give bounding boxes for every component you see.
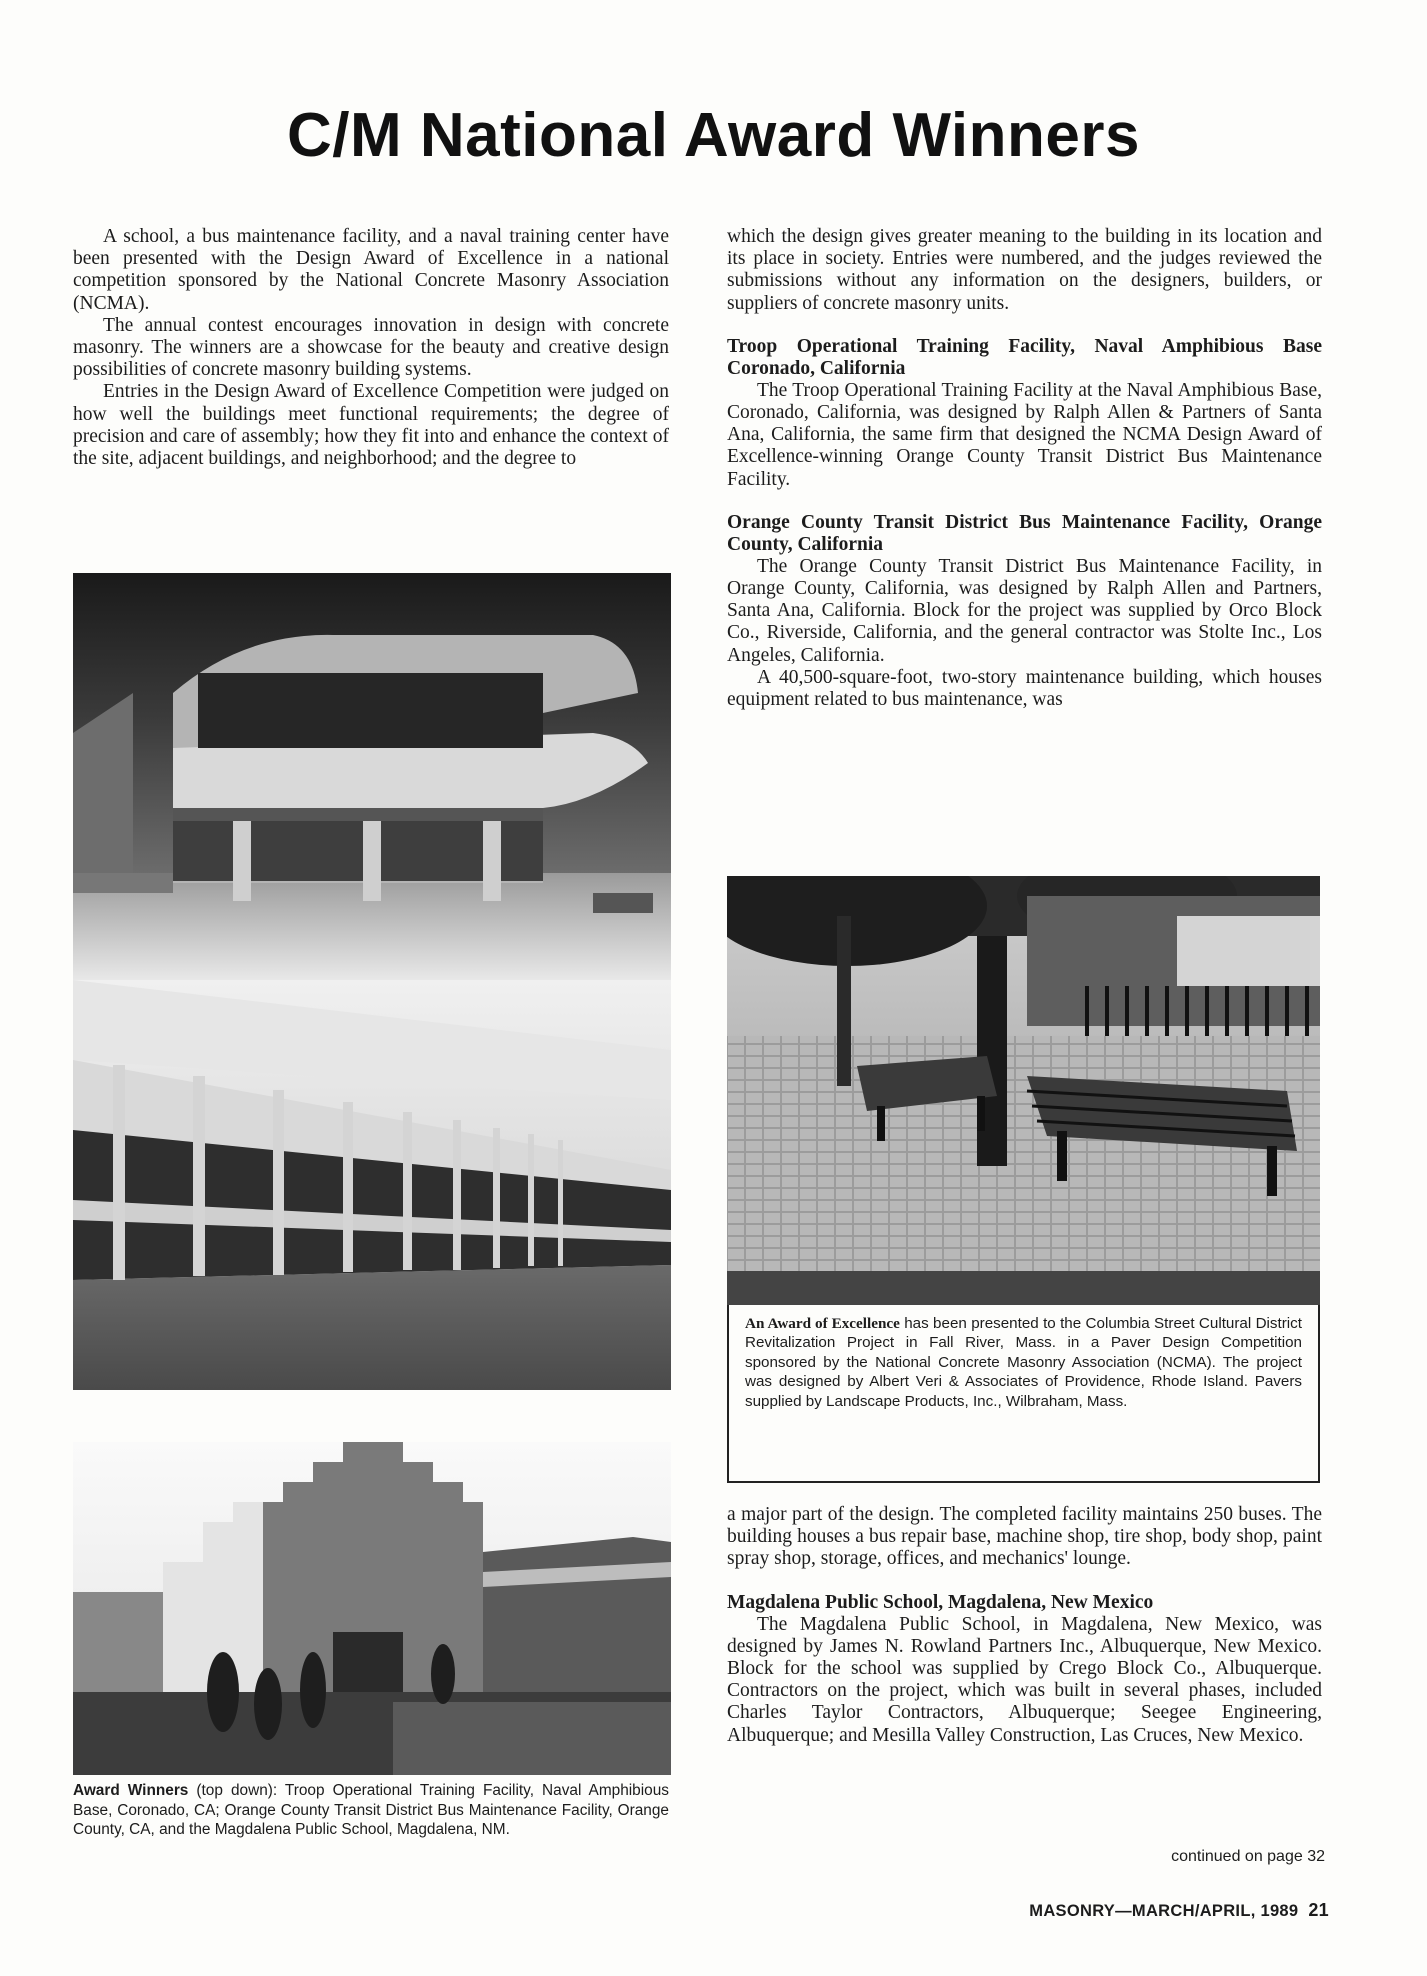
right-column-text-bottom bbox=[727, 1504, 1322, 1747]
bus-facility-paragraph: The Orange County Transit District Bus Maintenance Facility, in Orange County, California, was designed by Ralph Allen and Partners, Santa Ana, California. Block for the project was supplied by Orco Block Co., Riverside, California, and the general contractor was Stolte Inc., Los Angeles, California. bbox=[727, 555, 1322, 666]
contest-paragraph: The annual contest encourages innovation in design with concrete masonry. The winners are a showcase for the beauty and creative design possibilities of concrete masonry building systems. bbox=[73, 314, 669, 381]
page-footer bbox=[1029, 1900, 1329, 1921]
bus-facility-paragraph-3: a major part of the design. The completed facility maintains 250 buses. The building houses a bus repair base, machine shop, tire shop, body shop, paint spray shop, storage, offices, and mechanics' lounge. bbox=[727, 1504, 1322, 1570]
continued-note: continued on page 32 bbox=[1171, 1848, 1325, 1865]
photo-columbia-street-pavers bbox=[727, 876, 1320, 1305]
page-title: C/M National Award Winners bbox=[287, 101, 1140, 170]
paver-caption-text: has been presented to the Columbia Street Cultural District Revitalization Project in Fall River, Mass. in a Paver Design Competition sponsored by the National Concrete Masonry Association (NCMA). The project was designed by Albert Veri & Associates of Providence, Rhode Island. Pavers supplied by Landscape Products, Inc., Wilbraham, Mass. bbox=[745, 1315, 1302, 1410]
left-photo-caption bbox=[73, 1781, 669, 1840]
page-number: 21 bbox=[1308, 1900, 1329, 1920]
photo-magdalena-school bbox=[73, 1442, 671, 1775]
bus-facility-paragraph-2: A 40,500-square-foot, two-story maintenance building, which houses equipment related to bus maintenance, was bbox=[727, 666, 1322, 711]
judging-paragraph: Entries in the Design Award of Excellence Competition were judged on how well the buildings meet functional requirements; the degree of precision and care of assembly; how they fit into and enhance the context of the site, adjacent buildings, and neighborhood; and the degree to bbox=[73, 381, 669, 470]
paver-award-caption-box bbox=[727, 1305, 1320, 1483]
photo-troop-training-facility bbox=[73, 573, 671, 980]
paver-caption-lead: An Award of Excellence bbox=[745, 1315, 900, 1332]
section-heading-troop-facility: Troop Operational Training Facility, Naval Amphibious Base Coronado, California bbox=[727, 335, 1322, 379]
intro-paragraph: A school, a bus maintenance facility, and a naval training center have been presented with the Design Award of Excellence in a national competition sponsored by the National Concrete Masonry Association (NCMA). bbox=[73, 226, 669, 314]
publication-line: MASONRY—MARCH/APRIL, 1989 bbox=[1029, 1902, 1299, 1920]
troop-facility-paragraph: The Troop Operational Training Facility at the Naval Amphibious Base, Coronado, California, was designed by Ralph Allen & Partners of Santa Ana, California, the same firm that designed the NCMA Design Award of Excellence-winning Orange County Transit District Bus Maintenance Facility. bbox=[727, 379, 1322, 490]
magdalena-paragraph: The Magdalena Public School, in Magdalena, New Mexico, was designed by James N. Rowland Partners Inc., Albuquerque, New Mexico. Block for the school was supplied by Crego Block Co., Albuquerque. Contractors on the project, which was built in several phases, included Charles Taylor Contractors, Albuquerque; Seegee Engineering, Albuquerque; and Mesilla Valley Construction, Las Cruces, New Mexico. bbox=[727, 1613, 1322, 1746]
caption-lead: Award Winners bbox=[73, 1782, 189, 1799]
section-heading-magdalena: Magdalena Public School, Magdalena, New Mexico bbox=[727, 1591, 1154, 1613]
section-heading-bus-facility: Orange County Transit District Bus Maintenance Facility, Orange County, California bbox=[727, 511, 1322, 555]
photo-bus-maintenance-facility bbox=[73, 980, 671, 1390]
caption-text: (top down): Troop Operational Training Facility, Naval Amphibious Base, Coronado, CA; Orange County Transit District Bus Maintenance Facility, Orange County, CA, and the Magdalena Public School, Magdalena, NM. bbox=[73, 1782, 669, 1838]
continued-paragraph: which the design gives greater meaning to the building in its location and its place in society. Entries were numbered, and the judges reviewed the submissions without any information on the designers, builders, or suppliers of concrete masonry units. bbox=[727, 226, 1322, 314]
right-column-text-top bbox=[727, 226, 1322, 711]
left-column-text bbox=[73, 226, 669, 470]
paver-award-caption bbox=[745, 1314, 1302, 1411]
